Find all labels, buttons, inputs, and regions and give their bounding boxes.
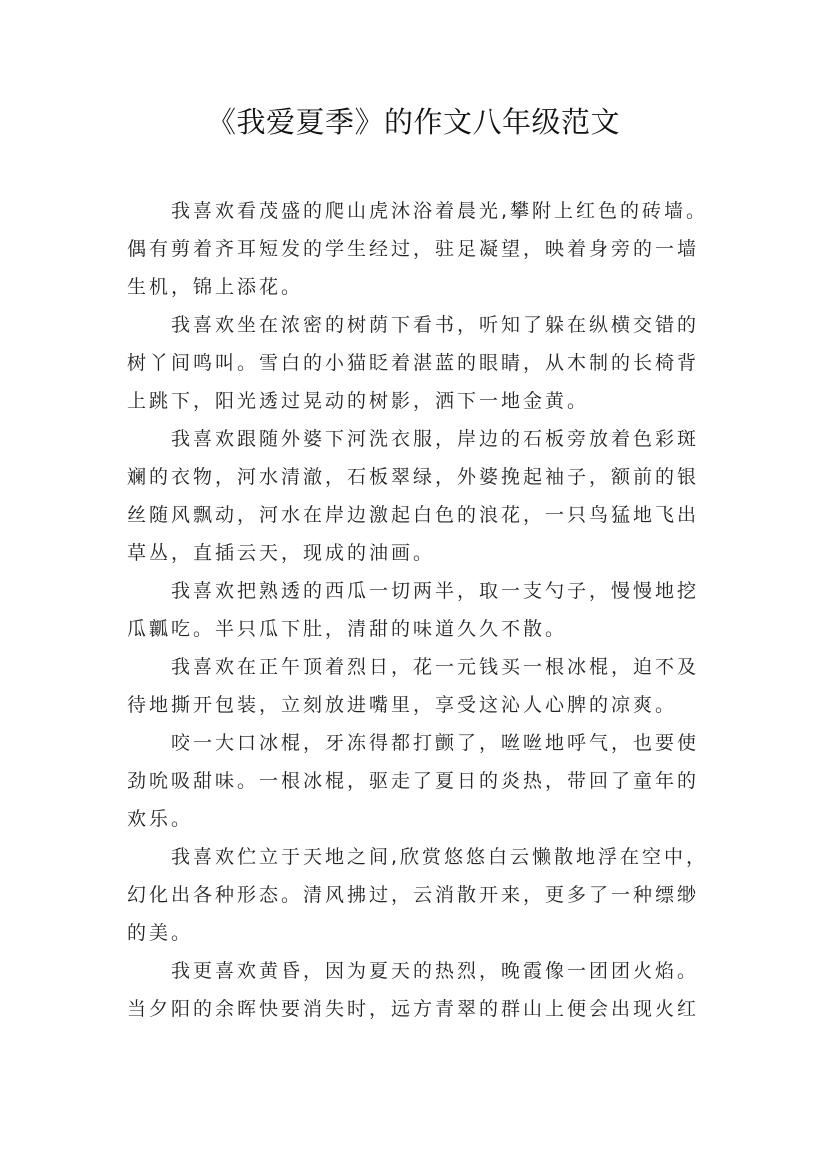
paragraph-line: 的美。 [127, 922, 194, 944]
paragraph [127, 192, 709, 306]
paragraph [127, 952, 703, 1028]
paragraph [127, 724, 703, 838]
paragraph-line: 斓的衣物，河水清澈，石板翠绿，外婆挽起袖子，额前的银 [127, 466, 700, 488]
paragraph-line: 丝随风飘动，河水在岸边激起白色的浪花，一只鸟猛地飞出 [127, 504, 700, 526]
paragraph [127, 572, 703, 648]
paragraph-line: 树丫间鸣叫。雪白的小猫眨着湛蓝的眼睛，从木制的长椅背 [127, 352, 700, 374]
paragraph [127, 648, 703, 724]
paragraph-line: 幻化出各种形态。清风拂过，云消散开来，更多了一种缥缈 [127, 884, 700, 906]
paragraph-line: 上跳下，阳光透过晃动的树影，洒下一地金黄。 [127, 390, 590, 412]
paragraph-line: 欢乐。 [127, 808, 194, 830]
paragraph-line: 我喜欢伫立于天地之间,欣赏悠悠白云懒散地浮在空中， [171, 846, 709, 868]
paragraph-line: 我喜欢在正午顶着烈日，花一元钱买一根冰棍，迫不及 [171, 656, 700, 678]
paragraph-line: 咬一大口冰棍，牙冻得都打颤了，咝咝地呼气，也要使 [171, 732, 700, 754]
paragraph-line: 我喜欢看茂盛的爬山虎沐浴着晨光,攀附上红色的砖墙。 [171, 200, 709, 222]
paragraph-line: 我喜欢坐在浓密的树荫下看书，听知了躲在纵横交错的 [171, 314, 700, 336]
paragraph-line: 草丛，直插云天，现成的油画。 [127, 542, 436, 564]
paragraph-line: 偶有剪着齐耳短发的学生经过，驻足凝望，映着身旁的一墙 [127, 238, 700, 260]
paragraph-line: 当夕阳的余晖快要消失时，远方青翠的群山上便会出现火红 [127, 998, 700, 1020]
paragraph [127, 838, 709, 952]
paragraph-line: 劲吮吸甜味。一根冰棍，驱走了夏日的炎热，带回了童年的 [127, 770, 700, 792]
paragraph-line: 我喜欢把熟透的西瓜一切两半，取一支勺子，慢慢地挖 [171, 580, 700, 602]
paragraph-line: 我更喜欢黄昏，因为夏天的热烈，晚霞像一团团火焰。 [171, 960, 700, 982]
paragraph-line: 瓜瓤吃。半只瓜下肚，清甜的味道久久不散。 [127, 618, 568, 640]
paragraph-line: 生机，锦上添花。 [127, 276, 304, 298]
document-title: 《我爱夏季》的作文八年级范文 [206, 105, 620, 139]
paragraph-line: 待地撕开包装，立刻放进嘴里，享受这沁人心脾的凉爽。 [127, 694, 678, 716]
document-body [127, 192, 709, 1028]
paragraph [127, 306, 703, 420]
paragraph-line: 我喜欢跟随外婆下河洗衣服，岸边的石板旁放着色彩斑 [171, 428, 700, 450]
paragraph [127, 420, 703, 572]
